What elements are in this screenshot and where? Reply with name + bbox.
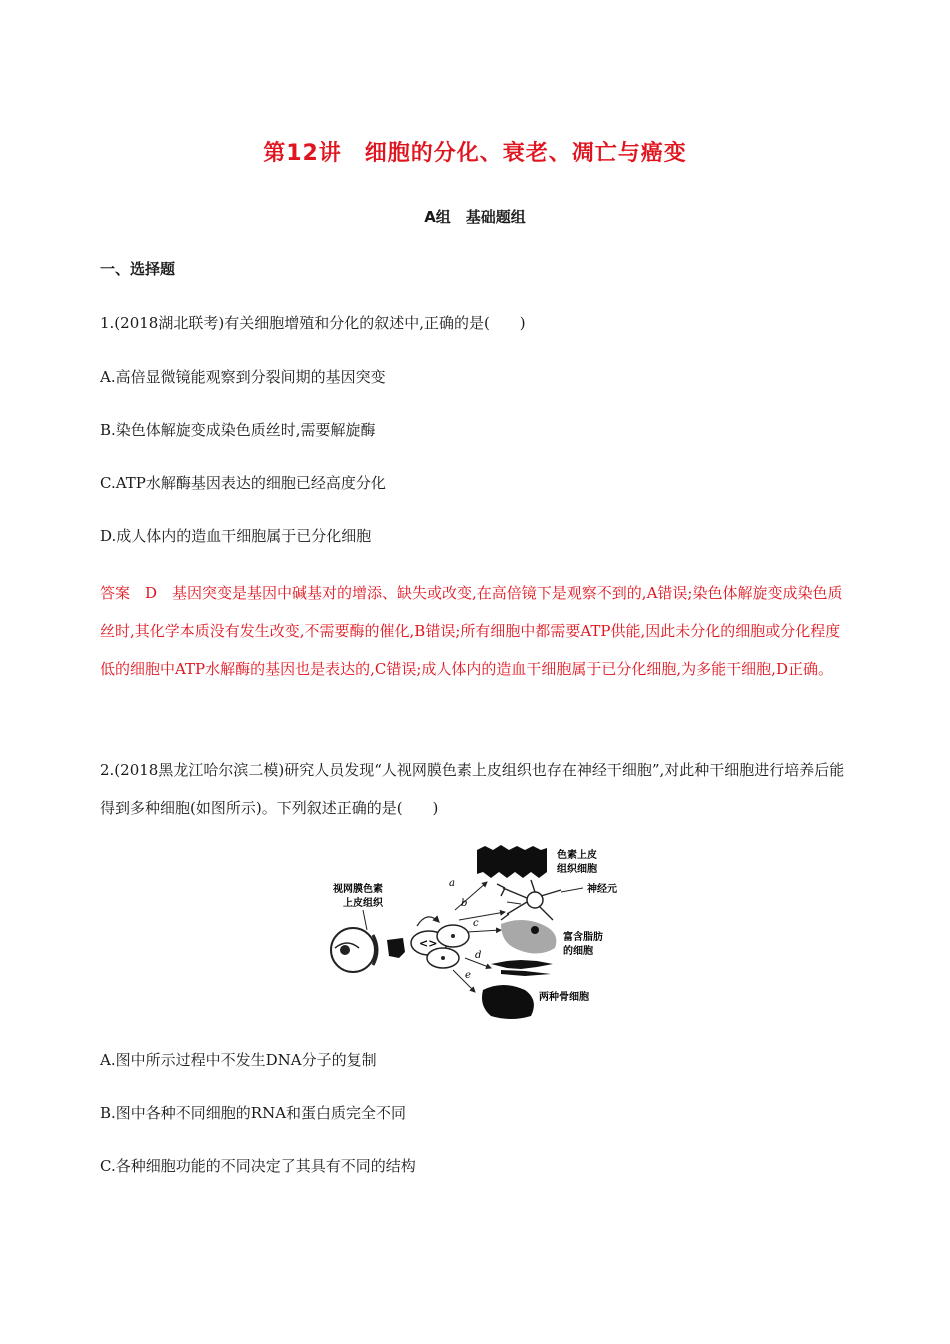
figure-arrow-e: e xyxy=(465,970,471,981)
question-2-option-c: C.各种细胞功能的不同决定了其具有不同的结构 xyxy=(100,1157,416,1175)
eye-icon xyxy=(331,928,377,972)
question-1-option-b: B.染色体解旋变成染色质丝时,需要解旋酶 xyxy=(100,421,376,439)
figure-label-source-line2: 上皮组织 xyxy=(343,898,383,909)
question-2-option-a: A.图中所示过程中不发生DNA分子的复制 xyxy=(100,1051,377,1069)
question-1-option-a: A.高倍显微镜能观察到分裂间期的基因突变 xyxy=(100,368,386,386)
neuron-icon xyxy=(497,880,561,920)
pigment-epithelial-cells-icon xyxy=(477,845,547,878)
page-title: 第12讲 细胞的分化、衰老、凋亡与癌变 xyxy=(263,141,687,166)
figure-label-pigment-line1: 色素上皮 xyxy=(557,850,597,861)
tissue-fragment-icon xyxy=(387,938,405,958)
section-heading: 一、选择题 xyxy=(100,260,176,278)
question-2-stem: 2.(2018黑龙江哈尔滨二模)研究人员发现“人视网膜色素上皮组织也存在神经干细胞”,对此种干细胞进行培养后能得到多种细胞(如图所示)。下列叙述正确的是( ) xyxy=(100,761,845,817)
stem-cell-cluster-icon xyxy=(411,917,469,968)
question-1-option-d: D.成人体内的造血干细胞属于已分化细胞 xyxy=(100,527,372,545)
figure-label-fat-line2: 的细胞 xyxy=(563,946,593,957)
figure-arrow-a: a xyxy=(449,878,455,889)
question-1-answer: 答案 D 基因突变是基因中碱基对的增添、缺失或改变,在高倍镜下是观察不到的,A错误;染色体解旋变成染色质丝时,其化学本质没有发生改变,不需要酶的催化,B错误;所有细胞中都需要ATP供能,因此未分化的细胞或分化程度低的细胞中ATP水解酶的基因也是表达的,C错误;成人体内的造血干细胞属于已分化细胞,为多能干细胞,D正确。 xyxy=(100,584,843,678)
question-2-option-b: B.图中各种不同细胞的RNA和蛋白质完全不同 xyxy=(100,1104,407,1122)
figure-arrow-c: c xyxy=(473,918,479,929)
question-1-option-c: C.ATP水解酶基因表达的细胞已经高度分化 xyxy=(100,474,386,492)
figure-label-neuron: 神经元 xyxy=(587,884,617,895)
figure-label-fat-line1: 富含脂肪 xyxy=(563,932,603,943)
question-1-stem: 1.(2018湖北联考)有关细胞增殖和分化的叙述中,正确的是( ) xyxy=(100,314,526,332)
figure-arrow-b: b xyxy=(461,898,468,909)
spindle-bone-cells-icon xyxy=(491,960,553,976)
figure-label-bone: 两种骨细胞 xyxy=(539,992,589,1003)
figure-label-pigment-line2: 组织细胞 xyxy=(557,864,597,875)
bone-cell-icon xyxy=(482,985,534,1019)
svg-text:<>: <> xyxy=(419,937,438,950)
group-heading: A组 基础题组 xyxy=(424,208,526,226)
fat-cell-icon xyxy=(501,920,556,954)
figure-label-source-line1: 视网膜色素 xyxy=(333,884,383,895)
cell-differentiation-figure xyxy=(325,840,635,1025)
figure-arrow-d: d xyxy=(475,950,482,961)
